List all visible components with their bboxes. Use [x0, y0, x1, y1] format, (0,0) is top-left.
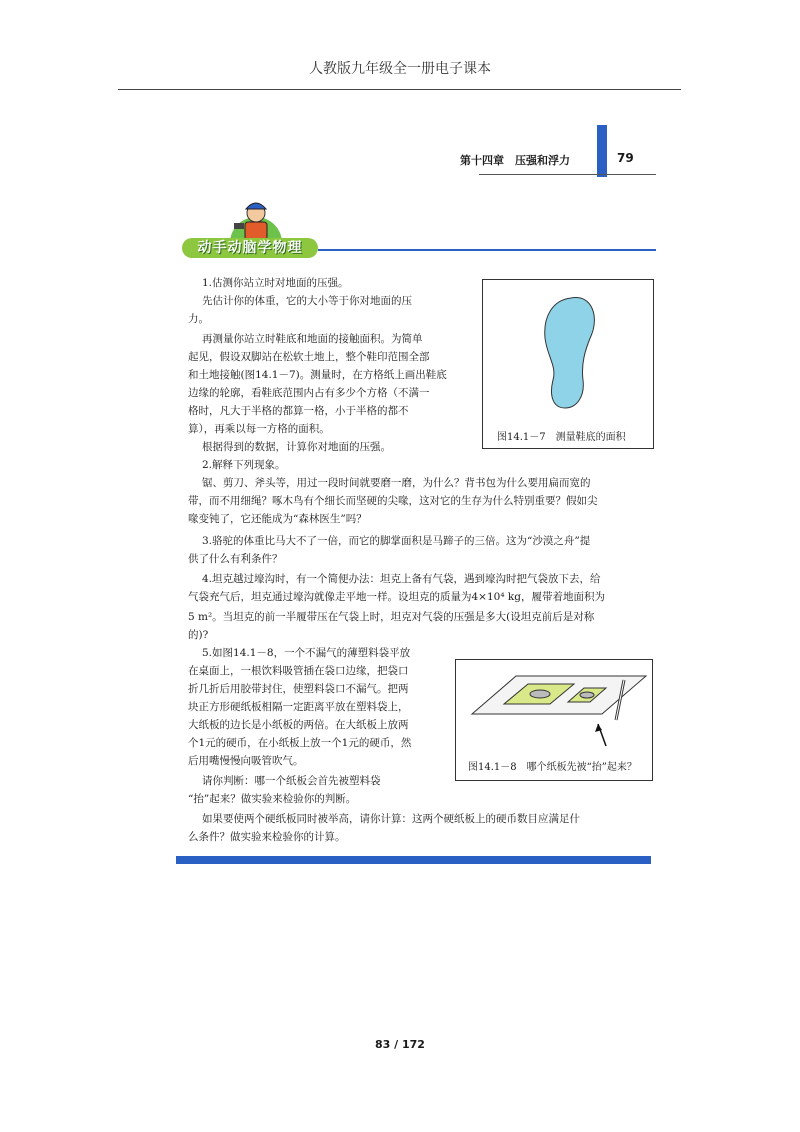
text-line: 5.如图14.1－8，一个不漏气的薄塑料袋平放: [202, 647, 411, 659]
chapter-rule: [479, 174, 656, 175]
plastic-bag-illustration: [456, 660, 652, 752]
text-line: 锯、剪刀、斧头等，用过一段时间就要磨一磨，为什么？背书包为什么要用扁而宽的: [202, 477, 591, 489]
figure-shoe-sole: [482, 279, 654, 449]
text-line: 大纸板的边长是小纸板的两倍。在大纸板上放两: [188, 719, 409, 731]
text-line: 块正方形硬纸板相隔一定距离平放在塑料袋上，: [188, 701, 409, 713]
figure-caption: 图14.1－7 测量鞋底的面积: [497, 432, 626, 443]
text-line: 边缘的轮廓，看鞋底范围内占有多少个方格（不满一: [188, 387, 430, 399]
text-line: 请你判断：哪一个纸板会首先被塑料袋: [202, 775, 381, 787]
text-line: 气袋充气后，坦克通过壕沟就像走平地一样。设坦克的质量为4×10⁴ kg，履带着地面积为: [188, 591, 605, 603]
text-line: 先估计你的体重，它的大小等于你对地面的压: [202, 295, 412, 307]
text-line: 和土地接触(图14.1－7)。测量时，在方格纸上画出鞋底: [188, 369, 447, 381]
footer-color-bar: [176, 856, 651, 864]
figure-plastic-bag: [455, 659, 653, 781]
book-page-number: 79: [617, 151, 634, 165]
text-line: 3.骆驼的体重比马大不了一倍，而它的脚掌面积是马蹄子的三倍。这为“沙漠之舟”提: [202, 535, 591, 547]
text-line: “抬”起来？做实验来检验你的判断。: [188, 793, 357, 805]
text-line: 算），再乘以每一方格的面积。: [188, 423, 330, 435]
banner-line: [318, 249, 656, 251]
text-line: 个1元的硬币，在小纸板上放一个1元的硬币，然: [188, 737, 412, 749]
text-line: 喙变钝了，它还能成为“森林医生”吗？: [188, 513, 367, 525]
text-line: 在桌面上，一根饮料吸管插在袋口边缘，把袋口: [188, 665, 409, 677]
text-line: 如果要使两个硬纸板同时被举高，请你计算：这两个硬纸板上的硬币数目应满足什: [202, 813, 580, 825]
shoe-sole-illustration: [483, 280, 653, 420]
text-line: 么条件？做实验来检验你的计算。: [188, 831, 346, 843]
text-line: 2.解释下列现象。: [202, 459, 286, 471]
header-divider: [118, 89, 681, 90]
figure-caption: 图14.1－8 哪个纸板先被“抬”起来？: [468, 762, 637, 773]
text-line: 再测量你站立时鞋底和地面的接触面积。为简单: [202, 333, 423, 345]
chapter-tab-bar: [597, 125, 607, 177]
chapter-title: 第十四章 压强和浮力: [460, 154, 570, 167]
text-line: 5 m²。当坦克的前一半履带压在气袋上时，坦克对气袋的压强是多大(设坦克前后是对称: [188, 611, 595, 623]
page-indicator: 83 / 172: [375, 1038, 425, 1051]
text-line: 起见，假设双脚站在松软土地上，整个鞋印范围全部: [188, 351, 430, 363]
document-title: 人教版九年级全一册电子课本: [309, 61, 491, 77]
text-line: 力。: [188, 313, 209, 325]
text-line: 供了什么有利条件？: [188, 553, 283, 565]
text-line: 折几折后用胶带封住，使塑料袋口不漏气。把两: [188, 683, 409, 695]
text-line: 的)?: [188, 629, 209, 641]
text-line: 后用嘴慢慢向吸管吹气。: [188, 755, 304, 767]
text-line: 根据得到的数据，计算你对地面的压强。: [202, 441, 391, 453]
section-banner: 动手动脑学物理: [182, 238, 318, 258]
text-line: 带，而不用细绳？啄木鸟有个细长而坚硬的尖喙，这对它的生存为什么特别重要？假如尖: [188, 495, 598, 507]
text-line: 格时，凡大于半格的都算一格，小于半格的都不: [188, 405, 409, 417]
text-line: 1.估测你站立时对地面的压强。: [202, 277, 349, 289]
text-line: 4.坦克越过壕沟时，有一个简便办法：坦克上备有气袋，遇到壕沟时把气袋放下去，给: [202, 573, 601, 585]
